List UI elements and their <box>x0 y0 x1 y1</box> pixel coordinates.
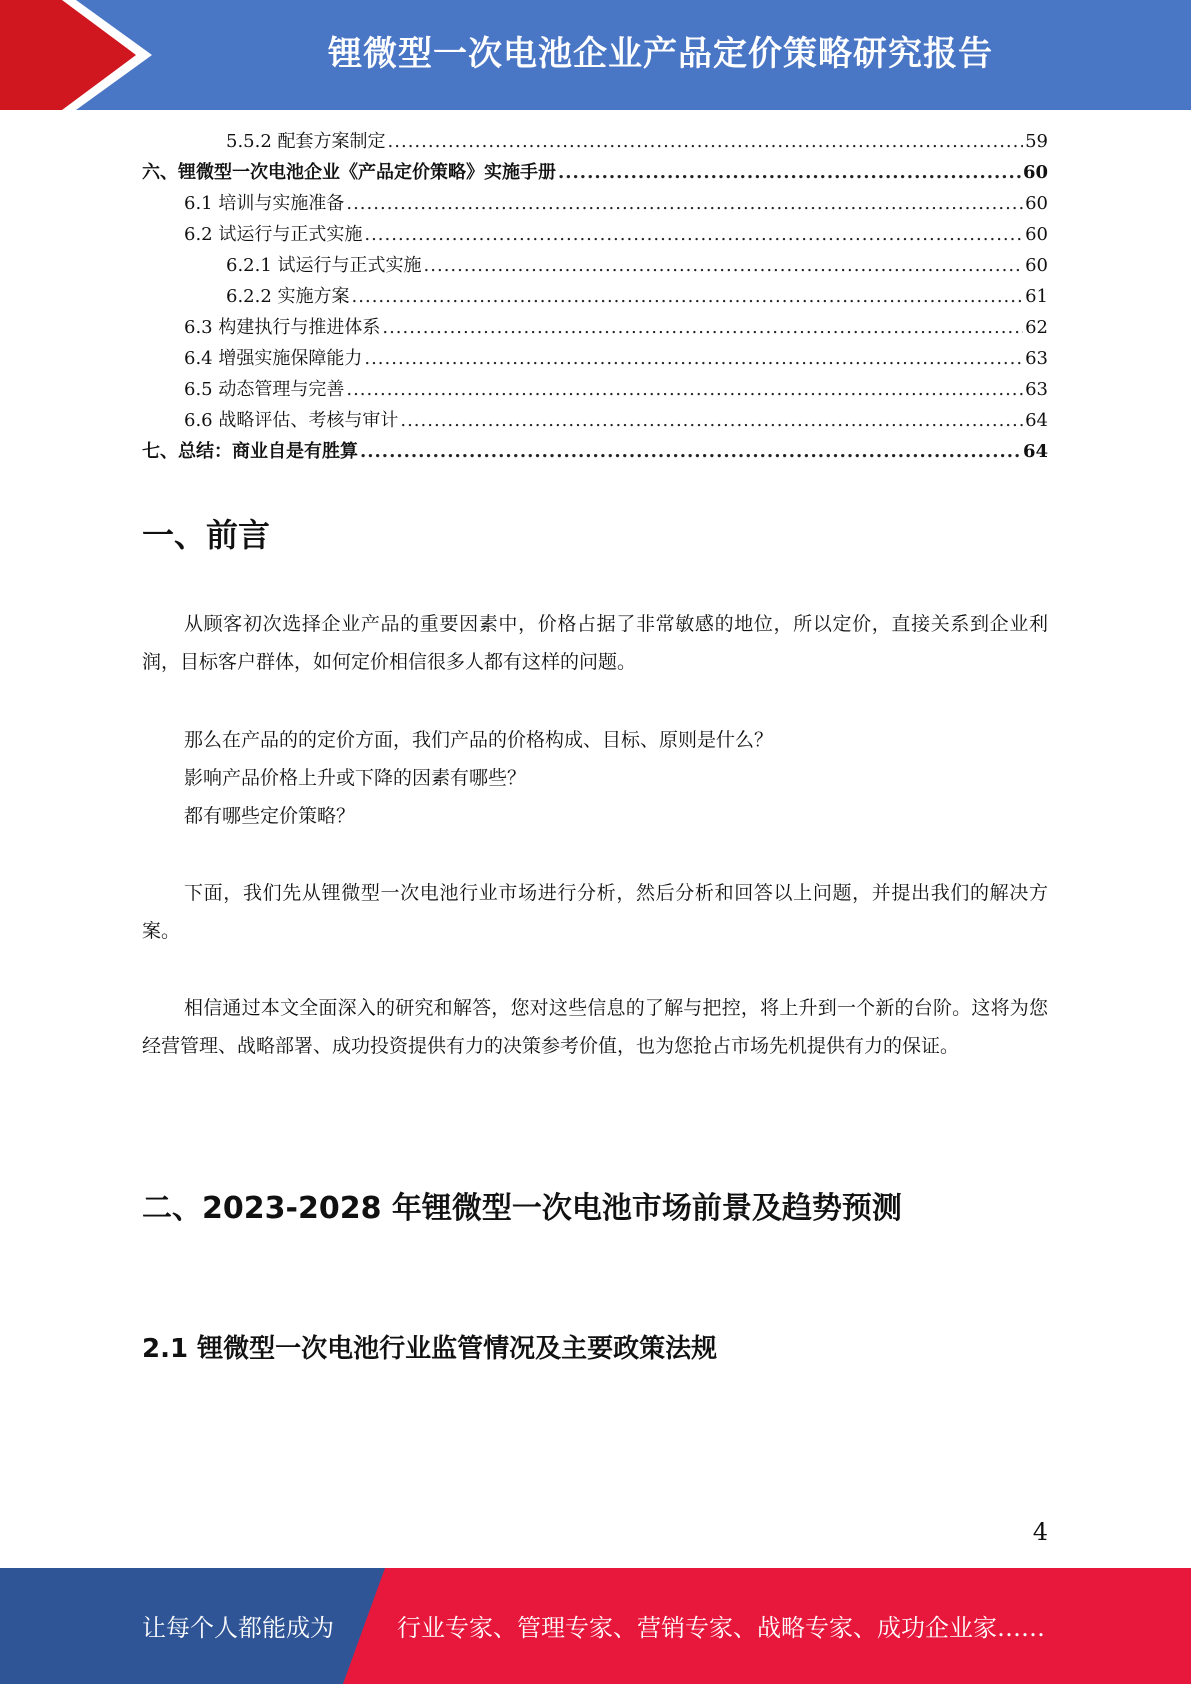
toc-entry-text: 6.2 试运行与正式实施 <box>184 224 363 245</box>
toc-entry-page: 60 <box>1025 224 1048 245</box>
toc-entry-text: 6.1 培训与实施准备 <box>184 193 345 214</box>
toc-leader-dots <box>346 188 1023 219</box>
toc-entry-page: 59 <box>1025 131 1048 152</box>
toc-entry[interactable] <box>142 250 1048 281</box>
paragraph-conclusion: 相信通过本文全面深入的研究和解答，您对这些信息的了解与把控，将上升到一个新的台阶。这将为您经营管理、战略部署、成功投资提供有力的决策参考价值，也为您抢占市场先机提供有力的保证。 <box>142 997 1048 1057</box>
toc-entry[interactable] <box>142 343 1048 374</box>
question-1: 那么在产品的的定价方面，我们产品的价格构成、目标、原则是什么？ <box>184 729 774 751</box>
toc-leader-dots <box>400 405 1023 436</box>
toc-entry-page: 60 <box>1025 193 1048 214</box>
page-number: 4 <box>1032 1518 1048 1546</box>
toc-entry-page: 64 <box>1025 410 1048 431</box>
toc-entry[interactable] <box>142 405 1048 436</box>
toc-leader-dots <box>364 219 1023 250</box>
toc-entry-page: 62 <box>1025 317 1048 338</box>
toc-entry-page: 61 <box>1025 286 1048 307</box>
toc-entry[interactable] <box>142 312 1048 343</box>
toc-entry-page: 63 <box>1025 348 1048 369</box>
toc-entry-page: 64 <box>1022 441 1048 462</box>
toc-entry[interactable] <box>142 126 1048 157</box>
toc-entry-text: 6.3 构建执行与推进体系 <box>184 317 381 338</box>
subsection-heading-regulation: 2.1 锂微型一次电池行业监管情况及主要政策法规 <box>142 1334 718 1364</box>
toc-entry-page: 60 <box>1025 255 1048 276</box>
footer-slogan-right: 行业专家、管理专家、营销专家、战略专家、成功企业家…… <box>397 1614 1045 1642</box>
toc-entry[interactable] <box>142 281 1048 312</box>
toc-entry-text: 七、总结：商业自是有胜算 <box>142 441 358 462</box>
toc-leader-dots <box>558 157 1021 188</box>
page-header <box>0 0 1191 110</box>
toc-leader-dots <box>382 312 1023 343</box>
toc-entry-text: 6.5 动态管理与完善 <box>184 379 345 400</box>
toc-leader-dots <box>364 343 1023 374</box>
page-footer <box>0 1568 1191 1684</box>
toc-entry[interactable] <box>142 436 1048 467</box>
toc-entry-text: 6.4 增强实施保障能力 <box>184 348 363 369</box>
toc-entry[interactable] <box>142 157 1048 188</box>
toc-entry-text: 6.6 战略评估、考核与审计 <box>184 410 399 431</box>
table-of-contents <box>142 126 1048 467</box>
header-red-arrow-shape <box>0 0 150 110</box>
toc-leader-dots <box>424 250 1024 281</box>
footer-slogan-left: 让每个人都能成为 <box>142 1614 334 1642</box>
toc-leader-dots <box>346 374 1023 405</box>
toc-entry-text: 6.2.1 试运行与正式实施 <box>226 255 422 276</box>
toc-entry[interactable] <box>142 374 1048 405</box>
toc-entry[interactable] <box>142 188 1048 219</box>
toc-leader-dots <box>352 281 1024 312</box>
section-heading-preface: 一、前言 <box>142 516 271 554</box>
toc-entry-text: 六、锂微型一次电池企业《产品定价策略》实施手册 <box>142 162 556 183</box>
report-title: 锂微型一次电池企业产品定价策略研究报告 <box>328 34 993 74</box>
question-3: 都有哪些定价策略？ <box>184 805 356 827</box>
paragraph-intro: 从顾客初次选择企业产品的重要因素中，价格占据了非常敏感的地位，所以定价，直接关系到企业利润，目标客户群体，如何定价相信很多人都有这样的问题。 <box>142 613 1048 673</box>
toc-leader-dots <box>360 436 1021 467</box>
toc-entry-text: 5.5.2 配套方案制定 <box>226 131 386 152</box>
toc-entry-page: 60 <box>1022 162 1048 183</box>
paragraph-analysis: 下面，我们先从锂微型一次电池行业市场进行分析，然后分析和回答以上问题，并提出我们的解决方案。 <box>142 882 1048 942</box>
toc-entry[interactable] <box>142 219 1048 250</box>
section-heading-market-forecast: 二、2023-2028 年锂微型一次电池市场前景及趋势预测 <box>142 1191 902 1226</box>
toc-entry-text: 6.2.2 实施方案 <box>226 286 350 307</box>
toc-entry-page: 63 <box>1025 379 1048 400</box>
toc-leader-dots <box>388 126 1024 157</box>
question-2: 影响产品价格上升或下降的因素有哪些？ <box>184 767 527 789</box>
